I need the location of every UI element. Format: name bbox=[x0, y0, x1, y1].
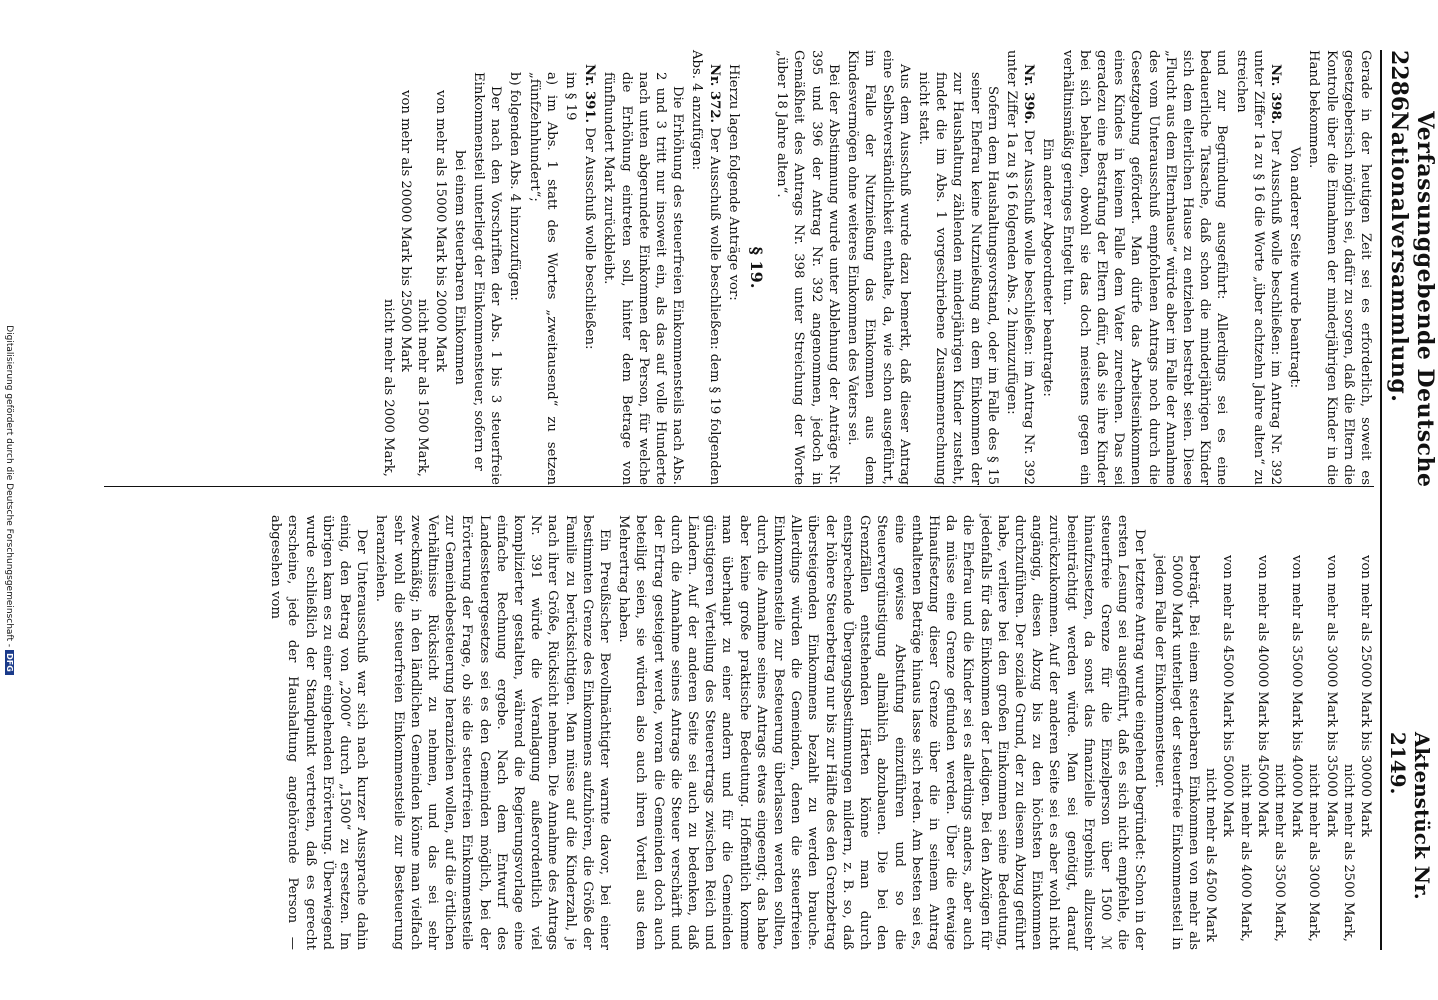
table-row-range: von mehr als 20000 Mark bis 25000 Mark bbox=[398, 90, 414, 372]
paragraph: Ein anderer Abgeordneter beantragte: bbox=[1040, 138, 1056, 397]
motion-quote: Die Erhöhung des steuerfreien Einkommensteils nach Abs. 2 und 3 tritt nur insoweit ein, als das auf volle Hunderte nach unten abgerundete Einkommen der Person, für welche die Erhöhung eintreten soll, hinter dem Betrage von fünfhundert Mark zurückbleibt. bbox=[601, 72, 686, 485]
table-row-range: von mehr als 15000 Mark bis 20000 Mark bbox=[432, 90, 448, 372]
motion-number: Nr. 398. bbox=[1267, 64, 1283, 125]
paragraph: Der Unterausschuß war sich nach kurzer Aussprache dahin einig, den Betrag von „2000“ durch „1500“ zu ersetzen. Im übrigen kam es zu einer eingehenden Erörterung. Überwiegend wurde schließlich der Standpunkt vertreten, daß es gerecht erscheine, jede der Haushaltung angehörende Person — abgesehen vom bbox=[268, 515, 370, 950]
motion-line: b) folgenden Abs. 4 hinzuzufügen: bbox=[507, 72, 523, 301]
table-row-limit: nicht mehr als 2000 Mark, bbox=[381, 298, 397, 477]
running-title: Verfassunggebende Deutsche Nationalversammlung. bbox=[1386, 111, 1438, 488]
motion-text: Der Ausschuß wolle beschließen: im Antrag Nr. 392 unter Ziffer 1a zu § 16 folgenden Abs. 2 hinzuzufügen: bbox=[1003, 50, 1037, 486]
motion-text: Der Ausschuß wolle beschließen: im Antrag Nr. 392 unter Ziffer 1a zu § 16 die Worte „über achtzehn Jahre alten“ zu streichen bbox=[1233, 50, 1283, 486]
motion-number: Nr. 391. bbox=[582, 64, 598, 124]
motion-line: im § 19 bbox=[563, 72, 579, 121]
table-row-limit: nicht mehr als 3500 Mark, bbox=[1271, 763, 1287, 942]
digitization-footer bbox=[4, 0, 14, 1000]
right-column bbox=[265, 515, 1374, 950]
motion-quote: Sofern dem Haushaltungsvorstand, oder im Falle des § 15 seiner Ehefrau keine Nutznießung an dem Einkommen der zur Haushaltung zählenden minderjährigen Kinder zusteht, findet die im Abs. 1 vorgeschriebene Zusammenrechnung nicht statt. bbox=[915, 72, 1000, 485]
paragraph: Gerade in der heutigen Zeit sei es erforderlich, soweit es gesetzgeberisch möglich sei, dafür zu sorgen, daß die Eltern die Kontrolle über die Einnahmen der minderjährigen Kinder in die Hand bekommen. bbox=[1306, 50, 1373, 485]
paragraph: Bei der Abstimmung wurde unter Ablehnung der Anträge Nr. 395 und 396 der Antrag Nr. 392 angenommen, jedoch in Gemäßheit des Antrags Nr. 398 unter Streichung der Worte „über 18 Jahre alten“. bbox=[774, 50, 841, 485]
column-divider bbox=[104, 486, 1374, 487]
paragraph: Aus dem Ausschuß wurde dazu bemerkt, daß dieser Antrag eine Selbstverständlichkeit enthalte, da, wie schon ausgeführt, im Falle der Nutznießung das Einkommen aus dem Kindesvermögen ohne weiteres Einkommen des Vaters sei. bbox=[845, 50, 912, 485]
paragraph: Der letztere Antrag wurde eingehend begründet: Schon in der ersten Lesung sei ausgeführt, daß es sich nicht empfehle, die steuerfreie Grenze für die Einzelperson über 1500 ℳ hinaufzusetzen, da sonst das finanzielle Ergebnis allzusehr beeinträchtigt werden würde. Man sei genötigt, darauf zurückzukommen. Auf der anderen Seite sei es aber wohl nicht angängig, diesen Abzug bis zu den höchsten Einkommen durchzuführen. Der soziale Grund, der zu diesem Abzug geführt habe, verliere bei den großen Einkommen seine Bedeutung, jedenfalls für das Einkommen der Ledigen. Bei den Abzügen für die Ehefrau und die Kinder sei es allerdings anders, aber auch da müsse eine Grenze gefunden werden. Über die etwaige Hinaufsetzung dieser Grenze über die in seinem Antrag enthaltenen Beträge hinaus lasse sich reden. Am besten sei es, eine gewisse Abstufung einzuführen und so die Steuervergünstigung allmählich abzubauen. Die bei den Grenzfällen entstehenden Härten könne man durch entsprechende Übergangsbestimmungen mildern, z. B. so, daß der höhere Steuerbetrag nur bis zur Hälfte des den Grenzbetrag übersteigenden Einkommens bezahlt zu werden brauche. Allerdings würden die Gemeinden, denen die steuerfreien Einkommensteile zur Besteuerung überlassen werden sollten, durch die Annahme seines Antrags etwas eingeengt; das habe aber keine große praktische Bedeutung. Hoffentlich komme man überhaupt zu einer andern und für die Gemeinden günstigeren Verteilung des Steuerertrags zwischen Reich und Ländern. Auf der anderen Seite sei auch zu bedenken, daß durch die Annahme seines Antrags die Steuer verschärft und der Ertrag gesteigert werde, woran die Gemeinden doch auch beteiligt seien, sie würden also auch ihren Vorteil aus dem Mehrertrag haben. bbox=[616, 515, 1148, 950]
tax-table-right bbox=[1202, 515, 1374, 950]
motion-number: Nr. 372. bbox=[706, 64, 722, 124]
motion bbox=[581, 50, 598, 485]
paragraph: und zur Begründung ausgeführt: Allerdings sei es eine bedauerliche Tatsache, daß schon die minderjährigen Kinder sich dem elterlichen Hause zu entziehen bestrebt seien. Diese „Flucht aus dem Elternhause“ würde aber im Falle der Annahme des vom Unterausschuß empfohlenen Antrags noch durch die Gesetzgebung gefördert. Man dürfe das Arbeitseinkommen eines Kindes in keinem Falle dem Vater zurechnen. Das sei geradezu eine Bestrafung der Eltern dafür, daß sie ihre Kinder bei sich behalten, obwohl sie das doch meistens gegen ein verhältnismäßig geringes Entgelt tun. bbox=[1059, 50, 1230, 485]
motion-line: bei einem steuerbaren Einkommen bbox=[451, 150, 467, 385]
table-row-range: von mehr als 45000 Mark bis 50000 Mark bbox=[1220, 555, 1236, 837]
table-row-range: von mehr als 40000 Mark bis 45000 Mark bbox=[1254, 555, 1270, 837]
footer-text: Digitalisierung gefördert durch die Deutsche Forschungsgemeinschaft - bbox=[4, 325, 14, 648]
motion bbox=[1232, 50, 1284, 485]
document-number: Aktenstück Nr. 2149. bbox=[1386, 731, 1434, 900]
motion bbox=[1003, 50, 1037, 485]
motion-number: Nr. 396. bbox=[1021, 64, 1037, 125]
paragraph: beträgt. Bei einem steuerbaren Einkommen von mehr als 50000 Mark unterliegt der steuerfreie Einkommensteil in jedem Falle der Einkommensteuer. bbox=[1151, 555, 1201, 950]
section-heading: § 19. bbox=[747, 246, 767, 289]
paragraph: Von anderer Seite wurde beantragt: bbox=[1287, 146, 1303, 389]
table-row-limit: nicht mehr als 1500 Mark, bbox=[415, 298, 431, 477]
motion-line: a) im Abs. 1 statt des Wortes „zweitausend“ zu setzen „fünfzehnhundert“; bbox=[526, 72, 559, 485]
dfg-logo-icon: DFG bbox=[5, 650, 14, 675]
page-header bbox=[1380, 50, 1438, 950]
table-row-range: von mehr als 35000 Mark bis 40000 Mark bbox=[1289, 555, 1305, 837]
motion bbox=[688, 50, 722, 485]
motion-quote: Der nach den Vorschriften der Abs. 1 bis 3 steuerfreie Einkommensteil unterliegt der Einkommensteuer, sofern er bbox=[471, 72, 504, 485]
motion-text: Der Ausschuß wolle beschließen: dem § 19 folgenden Abs. 4 anzufügen: bbox=[689, 50, 722, 485]
motion-text: Der Ausschuß wolle beschließen: bbox=[582, 127, 598, 350]
paragraph: Ein Preußischer Bevollmächtigter warnte davor, bei einer bestimmten Grenze des Einkommens aufzuhören, die Größe der Familie zu berücksichtigen. Man müsse auf die Kinderzahl, je nach ihrer Größe, Rücksicht nehmen. Die Annahme des Antrags Nr. 391 würde die Veranlagung außerordentlich viel komplizierter gestalten, während die Regierungsvorlage eine einfache Rechnung ergebe. Nach dem Entwurf des Landessteuergesetzes sei es den Gemeinden möglich, bei der Erörterung der Frage, ob sie die steuerfreien Einkommensteile zur Gemeindebesteuerung heranziehen wollen, auf die örtlichen Verhältnisse Rücksicht zu nehmen, und das sei sehr zweckmäßig; in den ländlichen Gemeinden könne man vielfach sehr wohl die steuerfreien Einkommensteile zur Besteuerung heranziehen. bbox=[373, 515, 613, 950]
table-row-limit: nicht mehr als 3000 Mark, bbox=[1306, 763, 1322, 942]
table-row-limit: nicht mehr als 2500 Mark, bbox=[1340, 763, 1356, 942]
tax-table-left bbox=[380, 50, 449, 485]
table-row-range: von mehr als 30000 Mark bis 35000 Mark bbox=[1323, 555, 1339, 837]
table-row-limit: nicht mehr als 4500 Mark bbox=[1203, 768, 1219, 942]
table-row-limit: nicht mehr als 4000 Mark, bbox=[1237, 763, 1253, 942]
paragraph: Hierzu lagen folgende Anträge vor: bbox=[725, 64, 741, 301]
table-row-range: von mehr als 25000 Mark bis 30000 Mark bbox=[1358, 555, 1373, 837]
left-column bbox=[380, 50, 1374, 485]
page-number: 2286 bbox=[1386, 50, 1412, 112]
